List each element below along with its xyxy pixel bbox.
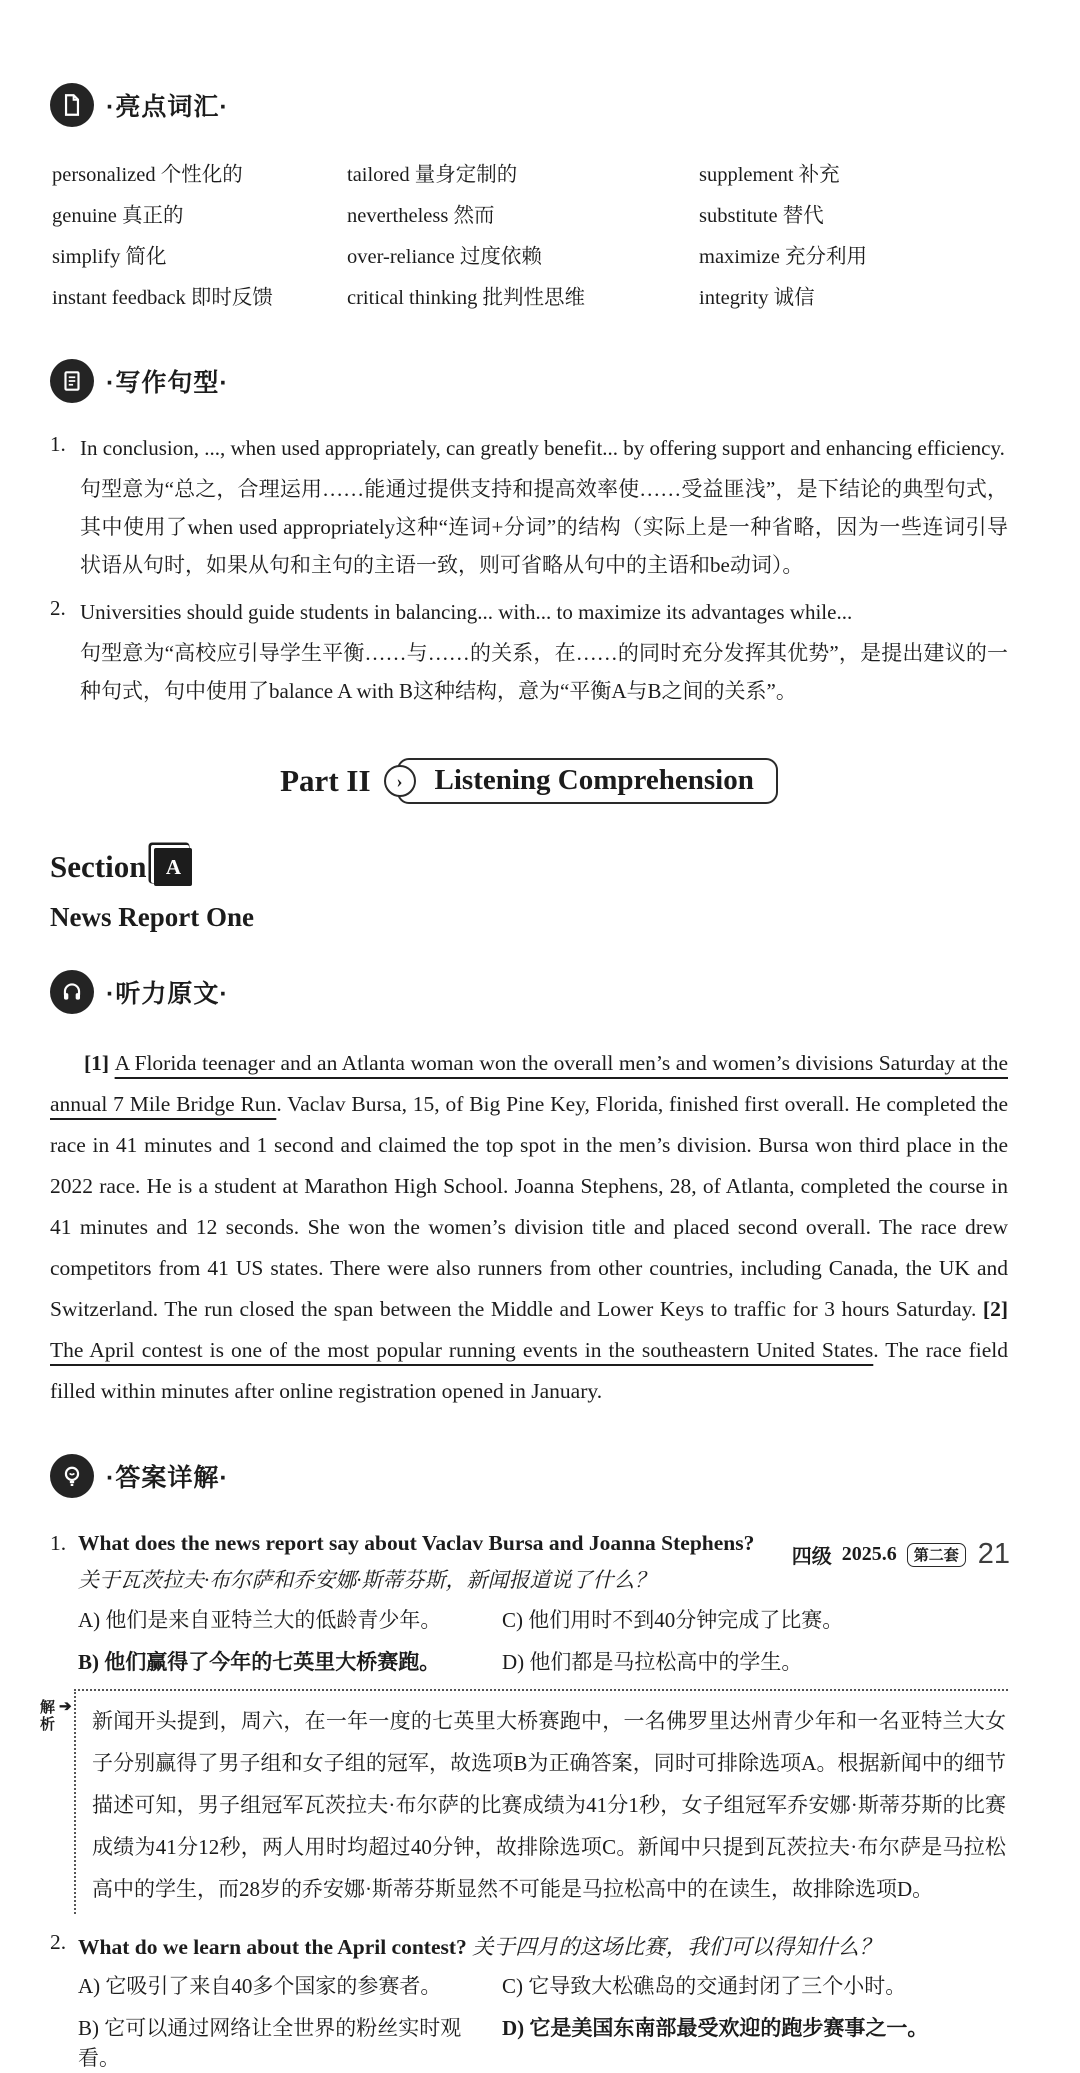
writing-header <box>50 343 1008 421</box>
transcript-header <box>50 953 1008 1031</box>
vocab-item: maximize 充分利用 <box>699 245 867 268</box>
writing-item-1 <box>50 432 1008 584</box>
pattern-explanation: 句型意为“总之，合理运用……能通过提供支持和提高效率使……受益匪浅”，是下结论的典型句式，其中使用了when used appropriately这种“连词+分词”的结构（实际上是一种省略，因为一些连词引导状语从句时，如果从句和主句的主语一致，则可省略从句中的主语和be动词）。 <box>80 477 1008 577</box>
part-header <box>50 758 1008 804</box>
option-a: A) 它吸引了来自40多个国家的参赛者。 <box>78 1974 442 1998</box>
page-footer <box>792 1538 1010 1571</box>
vocab-item: integrity 诚信 <box>699 286 815 309</box>
item-number: 1. <box>50 432 66 456</box>
option-b: B) 它可以通过网络让全世界的粉丝实时观看。 <box>78 2016 462 2070</box>
question-chinese: 关于瓦茨拉夫·布尔萨和乔安娜·斯蒂芬斯，新闻报道说了什么？ <box>78 1568 656 1592</box>
transcript-title: ·听力原文· <box>106 979 229 1008</box>
document-icon <box>50 83 94 127</box>
writing-item-2 <box>50 596 1008 710</box>
vocab-item: supplement 补充 <box>699 163 840 186</box>
option-b: B) 他们赢得了今年的七英里大桥赛跑。 <box>78 1650 441 1674</box>
question-english: What do we learn about the April contest? <box>78 1935 467 1959</box>
section-heading <box>50 848 1008 886</box>
exam-level: 四级 <box>791 1546 832 1568</box>
chevron-right-icon: › <box>384 765 416 797</box>
set-badge: 第二套 <box>907 1543 966 1567</box>
option-a: A) 他们是来自亚特兰大的低龄青少年。 <box>78 1608 442 1632</box>
question-number: 2. <box>50 1930 67 1954</box>
analysis-block <box>40 1689 1008 1914</box>
question-number: 1. <box>50 1531 67 1555</box>
vocab-item: tailored 量身定制的 <box>347 163 518 186</box>
vocab-item: personalized 个性化的 <box>52 163 243 186</box>
section-label: Section <box>50 849 147 884</box>
vocab-item: substitute 替代 <box>699 204 824 227</box>
writing-patterns-section <box>50 343 1008 711</box>
analysis-text: 新闻开头提到，周六，在一年一度的七英里大桥赛跑中，一名佛罗里达州青少年和一名亚特兰大女子分别赢得了男子组和女子组的冠军，故选项B为正确答案，同时可排除选项A。根据新闻中的细节描述可知，男子组冠军瓦茨拉夫·布尔萨的比赛成绩为41分1秒，女子组冠军乔安娜·斯蒂芬斯的比赛成绩为41分12秒，两人用时均超过40分钟，故排除选项C。新闻中只提到瓦茨拉夫·布尔萨是马拉松高中的学生，而28岁的乔安娜·斯蒂芬斯显然不可能是马拉松高中的在读生，故排除选项D。 <box>74 1689 1008 1914</box>
pattern-english: In conclusion, ..., when used appropriately, can greatly benefit... by offering support and enhancing efficiency. <box>80 436 1005 460</box>
pattern-explanation: 句型意为“高校应引导学生平衡……与……的关系，在……的同时充分发挥其优势”，是提出建议的一种句式，句中使用了balance A with B这种结构，意为“平衡A与B之间的关系”。 <box>80 641 1008 703</box>
vocab-item: simplify 简化 <box>52 245 167 268</box>
option-d: D) 他们都是马拉松高中的学生。 <box>502 1650 803 1674</box>
transcript-paragraph: [1] A Florida teenager and an Atlanta woman won the overall men’s and women’s divisions Saturday at the annual 7 Mile Bridge Run. Vaclav Bursa, 15, of Big Pine Key, Florida, finished first overall. He completed the race in 41 minutes and 1 second and claimed the top spot in the men’s division. Bursa won third place in the 2022 race. He is a student at Marathon High School. Joanna Stephens, 28, of Atlanta, completed the course in 41 minutes and 12 seconds. She won the women’s division title and placed second overall. The race drew competitors from 41 US states. There were also runners from other countries, including Canada, the UK and Switzerland. The run closed the span between the Middle and Lower Keys to traffic for 3 hours Saturday. [2] The April contest is one of the most popular running events in the southeastern United States. The race field filled within minutes after online registration opened in January. <box>50 1050 1009 1403</box>
question-1 <box>40 1531 1008 1914</box>
vocab-section <box>50 66 1008 313</box>
part-title-box <box>397 758 778 804</box>
part-title: Listening Comprehension <box>434 764 754 796</box>
part-label: Part II <box>280 763 371 798</box>
vocab-item: over-reliance 过度依赖 <box>347 245 542 268</box>
question-1-options <box>78 1605 1008 1677</box>
news-report-title: News Report One <box>50 902 254 932</box>
vocab-item: instant feedback 即时反馈 <box>52 286 273 309</box>
vocab-item: critical thinking 批判性思维 <box>347 286 585 309</box>
notepad-icon <box>50 359 94 403</box>
answers-title: ·答案详解· <box>106 1464 229 1493</box>
option-c: C) 它导致大松礁岛的交通封闭了三个小时。 <box>502 1974 907 1998</box>
vocab-item: genuine 真正的 <box>52 204 184 227</box>
headphones-icon <box>50 970 94 1014</box>
question-2-options <box>78 1971 1008 2073</box>
exam-date: 2025.6 <box>841 1543 897 1565</box>
item-number: 2. <box>50 596 66 620</box>
vocab-header <box>50 66 1008 144</box>
question-2 <box>50 1930 1008 2073</box>
question-chinese: 关于四月的这场比赛，我们可以得知什么？ <box>472 1935 881 1959</box>
section-a-icon: A <box>154 848 192 886</box>
page-number: 21 <box>977 1538 1010 1570</box>
option-d: D) 它是美国东南部最受欢迎的跑步赛事之一。 <box>502 2016 929 2040</box>
answers-header <box>50 1438 1008 1516</box>
analysis-arrow-icon: ➔ <box>59 1699 72 1715</box>
option-c: C) 他们用时不到40分钟完成了比赛。 <box>502 1608 844 1632</box>
vocab-title: ·亮点词汇· <box>106 92 229 121</box>
vocab-grid <box>52 160 1008 313</box>
pattern-english: Universities should guide students in balancing... with... to maximize its advantages while... <box>80 600 853 624</box>
vocab-item: nevertheless 然而 <box>347 204 495 227</box>
writing-title: ·写作句型· <box>106 369 229 398</box>
question-english: What does the news report say about Vaclav Bursa and Joanna Stephens? <box>78 1531 755 1555</box>
analysis-label: 解析 <box>40 1699 56 1733</box>
lightbulb-icon <box>50 1454 94 1498</box>
